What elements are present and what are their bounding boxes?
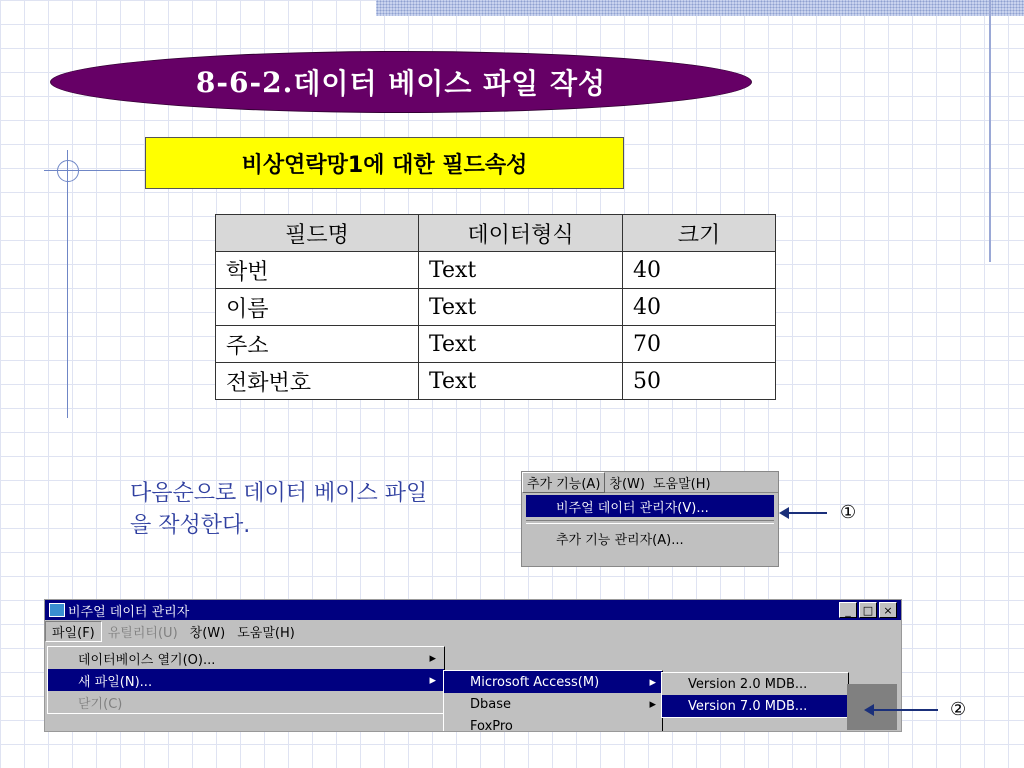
step-marker-1: ①: [840, 502, 857, 523]
menu-item-version-7[interactable]: Version 7.0 MDB...: [662, 695, 848, 717]
window-titlebar: [45, 600, 901, 620]
cell-size: 40: [623, 289, 776, 326]
menu-help[interactable]: 도움말(H): [652, 476, 711, 492]
table-row: [216, 252, 776, 289]
pointer-arrow: [872, 709, 938, 711]
close-icon[interactable]: ×: [879, 602, 897, 618]
menu-window[interactable]: 창(W): [189, 625, 226, 641]
field-table: [215, 214, 776, 400]
cell-field-name: 이름: [216, 289, 419, 326]
addins-menu-screenshot: [521, 471, 779, 567]
step-marker-2: ②: [950, 699, 967, 720]
menu-addins[interactable]: 추가 기능(A): [522, 472, 605, 493]
title-text: 데이터 베이스 파일 작성: [293, 67, 607, 100]
instruction-text: 다음순으로 데이터 베이스 파일을 작성한다.: [130, 481, 428, 538]
menu-item-new-file[interactable]: [48, 669, 444, 691]
menu-item-visual-data-manager[interactable]: 비주얼 데이터 관리자(V)...: [526, 495, 774, 517]
cell-size: 40: [623, 252, 776, 289]
table-row: [216, 326, 776, 363]
menu-separator: [526, 520, 774, 524]
decor-line-vertical: [67, 150, 68, 418]
menu-utility[interactable]: 유틸리티(U): [107, 625, 178, 641]
cell-data-type: Text: [419, 289, 623, 326]
cell-field-name: 주소: [216, 326, 419, 363]
maximize-icon[interactable]: □: [859, 602, 877, 618]
menu-item-open-database[interactable]: [48, 647, 444, 669]
menu-file[interactable]: 파일(F): [45, 621, 102, 642]
window-menubar: [45, 620, 901, 642]
window-controls: [839, 602, 897, 618]
submenu-arrow-icon: ▸: [649, 696, 656, 712]
menu-item-foxpro[interactable]: FoxPro: [470, 718, 513, 732]
submenu-arrow-icon: ▸: [649, 674, 656, 690]
window-title: 비주얼 데이터 관리자: [68, 604, 190, 620]
file-dropdown: [47, 646, 445, 714]
menu-bar: [522, 472, 778, 493]
title-number: 8-6-2.: [195, 65, 294, 99]
menu-item-label: 데이터베이스 열기(O)...: [78, 652, 216, 668]
new-file-submenu: [443, 670, 663, 732]
access-version-submenu: [661, 672, 849, 718]
app-icon: [49, 603, 65, 617]
menu-window[interactable]: 창(W): [609, 476, 645, 492]
table-row: [216, 289, 776, 326]
subtitle-box: 비상연락망1에 대한 필드속성: [145, 137, 624, 189]
submenu-arrow-icon: ▸: [429, 672, 436, 688]
pointer-arrow: [787, 512, 827, 514]
menu-item-version-2[interactable]: Version 2.0 MDB...: [688, 676, 808, 692]
menu-item-ms-access[interactable]: [444, 671, 662, 693]
decor-circle: [57, 160, 79, 182]
minimize-icon[interactable]: _: [839, 602, 857, 618]
cell-field-name: 학번: [216, 252, 419, 289]
menu-item-label: Microsoft Access(M): [470, 674, 600, 690]
menu-item-close[interactable]: 닫기(C): [78, 696, 123, 712]
decor-vertical-line: [989, 0, 991, 262]
table-row: [216, 363, 776, 400]
cell-size: 70: [623, 326, 776, 363]
top-decor-bar: [376, 0, 1024, 16]
submenu-arrow-icon: ▸: [429, 650, 436, 666]
menu-item-dbase[interactable]: [444, 693, 662, 715]
menu-help[interactable]: 도움말(H): [237, 625, 295, 641]
cell-data-type: Text: [419, 363, 623, 400]
header-field-name: 필드명: [216, 215, 419, 252]
header-size: 크기: [623, 215, 776, 252]
menu-item-label: Dbase: [470, 696, 511, 712]
menu-item-label: 새 파일(N)...: [78, 674, 153, 690]
cell-data-type: Text: [419, 252, 623, 289]
cell-size: 50: [623, 363, 776, 400]
menu-item-addin-manager[interactable]: 추가 기능 관리자(A)...: [556, 532, 684, 548]
cell-data-type: Text: [419, 326, 623, 363]
cell-field-name: 전화번호: [216, 363, 419, 400]
slide-title: [50, 51, 752, 113]
header-data-type: 데이터형식: [419, 215, 623, 252]
visdata-window: [44, 599, 902, 732]
table-header-row: [216, 215, 776, 252]
